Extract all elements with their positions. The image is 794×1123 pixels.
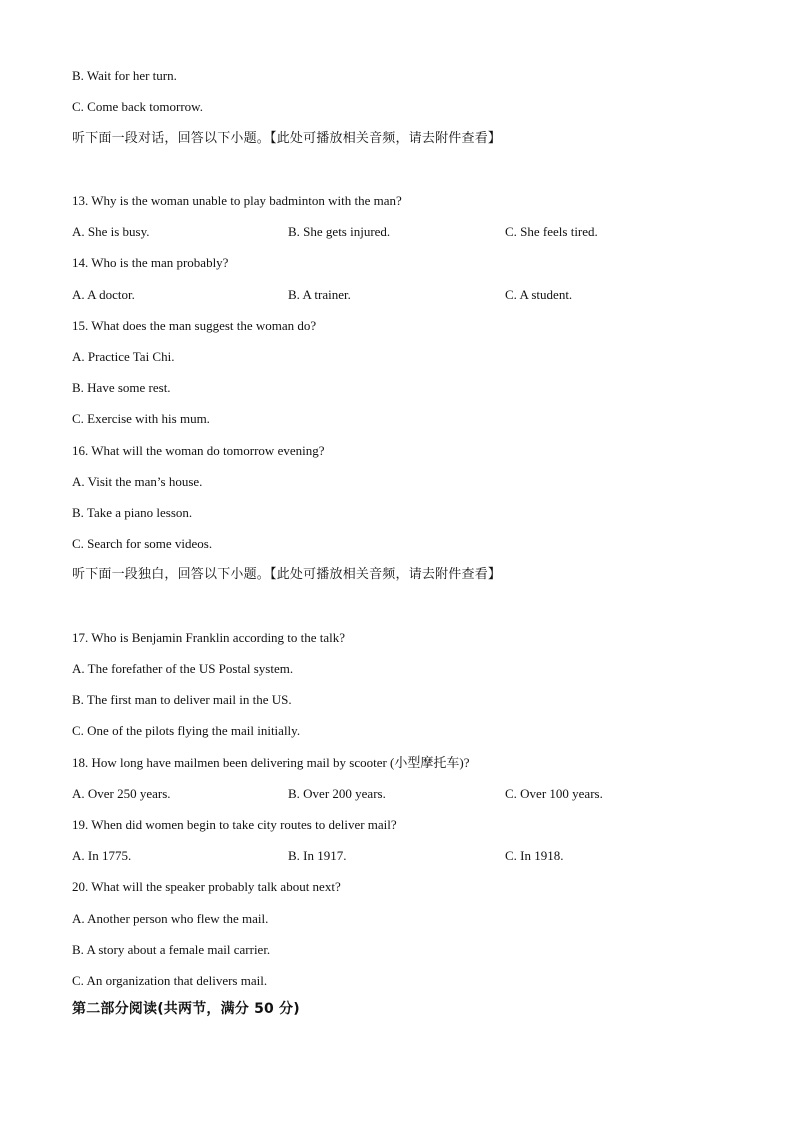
listening-instruction-monologue: 听下面一段独白，回答以下小题。【此处可播放相关音频，请去附件查看】 bbox=[72, 567, 502, 582]
section-heading: 第二部分阅读(共两节，满分 50 分) bbox=[72, 1001, 300, 1017]
option-18-c: C. Over 100 years. bbox=[505, 786, 603, 801]
option-13-c: C. She feels tired. bbox=[505, 224, 598, 239]
option-17-c: C. One of the pilots flying the mail initially. bbox=[72, 723, 301, 738]
option-12-c: C. Come back tomorrow. bbox=[72, 99, 203, 114]
option-15-a: A. Practice Tai Chi. bbox=[72, 349, 175, 364]
option-20-a: A. Another person who flew the mail. bbox=[72, 911, 269, 926]
option-16-b: B. Take a piano lesson. bbox=[72, 505, 193, 520]
question-18-options bbox=[72, 786, 722, 802]
option-14-c: C. A student. bbox=[505, 287, 573, 302]
option-16-c: C. Search for some videos. bbox=[72, 536, 213, 551]
question-19-stem: 19. When did women begin to take city routes to deliver mail? bbox=[72, 817, 397, 832]
option-12-b: B. Wait for her turn. bbox=[72, 68, 177, 83]
question-13-stem: 13. Why is the woman unable to play badminton with the man? bbox=[72, 193, 402, 208]
option-18-a: A. Over 250 years. bbox=[72, 786, 171, 801]
option-19-a: A. In 1775. bbox=[72, 848, 132, 863]
option-15-b: B. Have some rest. bbox=[72, 380, 171, 395]
question-18-stem: 18. How long have mailmen been delivering mail by scooter (小型摩托车)? bbox=[72, 755, 470, 770]
option-19-c: C. In 1918. bbox=[505, 848, 564, 863]
option-16-a: A. Visit the man’s house. bbox=[72, 474, 203, 489]
option-18-b: B. Over 200 years. bbox=[288, 786, 386, 801]
option-17-a: A. The forefather of the US Postal system. bbox=[72, 661, 294, 676]
option-20-c: C. An organization that delivers mail. bbox=[72, 973, 268, 988]
option-17-b: B. The first man to deliver mail in the US. bbox=[72, 692, 292, 707]
option-13-b: B. She gets injured. bbox=[288, 224, 391, 239]
option-19-b: B. In 1917. bbox=[288, 848, 347, 863]
question-16-stem: 16. What will the woman do tomorrow evening? bbox=[72, 443, 325, 458]
option-20-b: B. A story about a female mail carrier. bbox=[72, 942, 271, 957]
question-17-stem: 17. Who is Benjamin Franklin according to the talk? bbox=[72, 630, 346, 645]
listening-instruction-dialogue: 听下面一段对话，回答以下小题。【此处可播放相关音频，请去附件查看】 bbox=[72, 131, 502, 146]
option-13-a: A. She is busy. bbox=[72, 224, 150, 239]
option-14-a: A. A doctor. bbox=[72, 287, 135, 302]
question-14-options bbox=[72, 287, 722, 303]
question-20-stem: 20. What will the speaker probably talk about next? bbox=[72, 879, 341, 894]
question-19-options bbox=[72, 848, 722, 864]
question-13-options bbox=[72, 224, 722, 240]
question-15-stem: 15. What does the man suggest the woman do? bbox=[72, 318, 317, 333]
option-14-b: B. A trainer. bbox=[288, 287, 351, 302]
question-14-stem: 14. Who is the man probably? bbox=[72, 255, 229, 270]
option-15-c: C. Exercise with his mum. bbox=[72, 411, 210, 426]
